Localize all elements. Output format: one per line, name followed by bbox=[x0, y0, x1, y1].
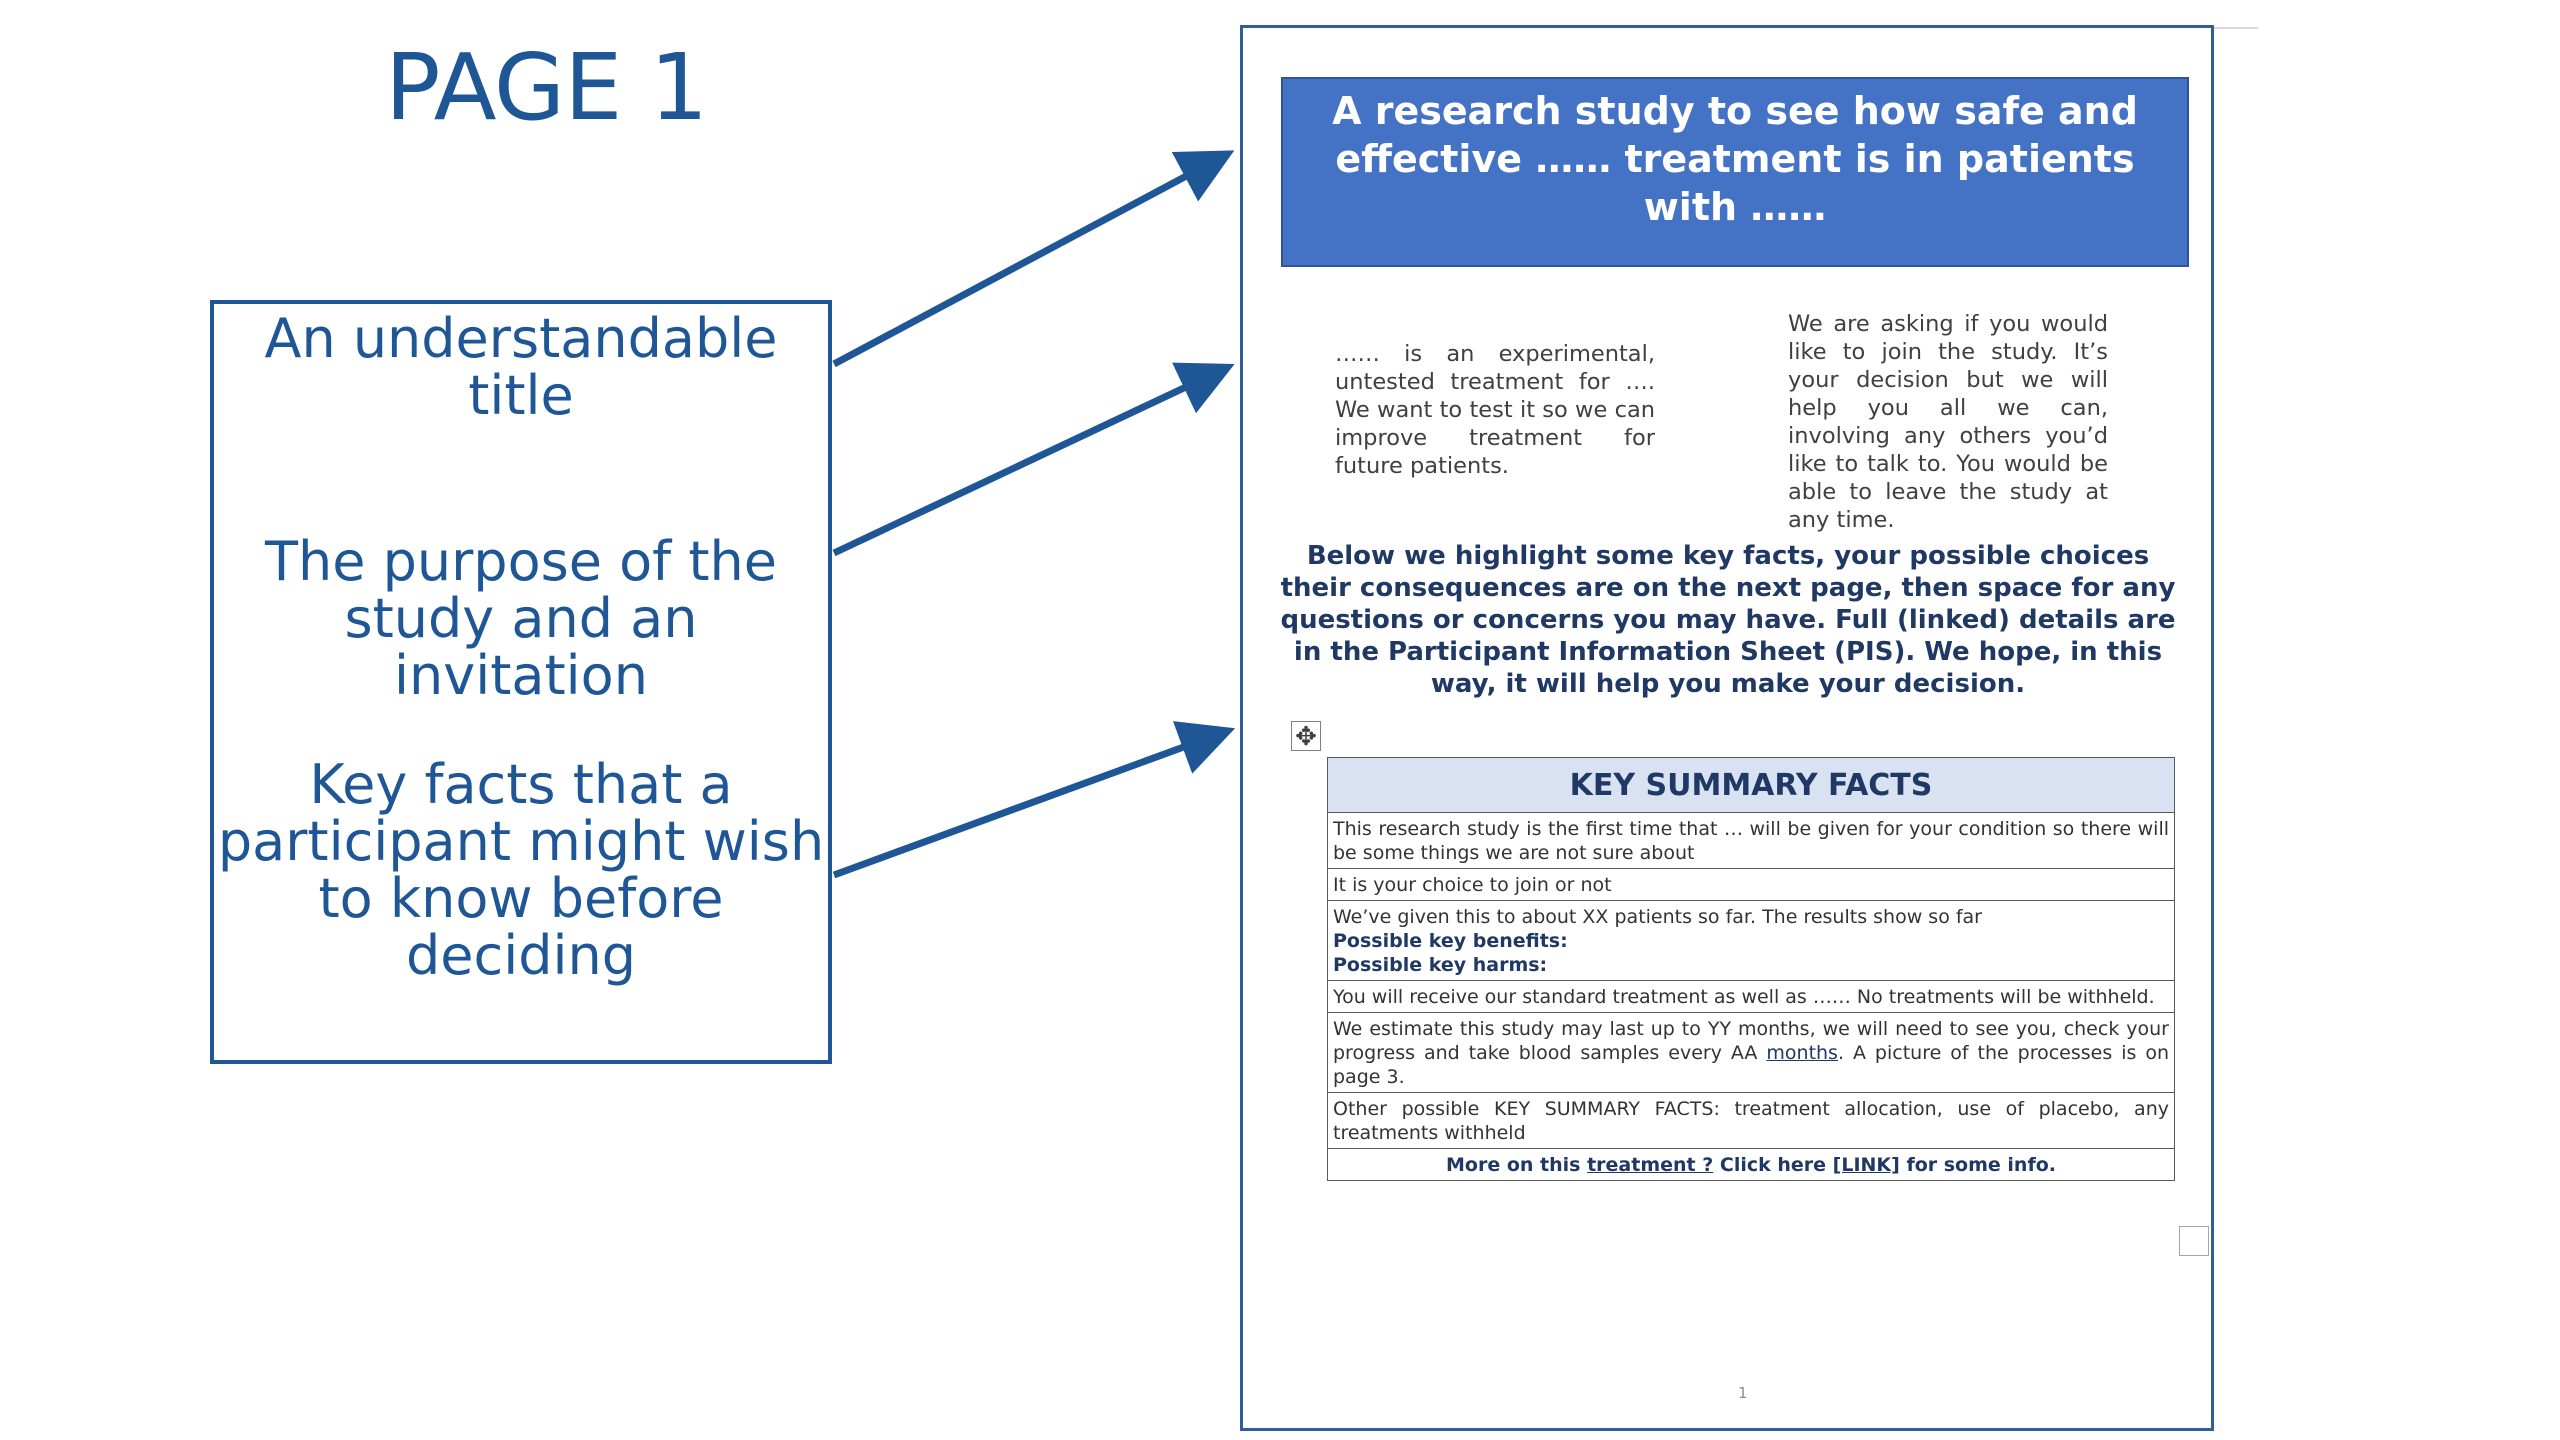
key-benefits-label: Possible key benefits: bbox=[1333, 930, 1568, 952]
table-row bbox=[1328, 813, 2175, 869]
table-cell-other-facts: Other possible KEY SUMMARY FACTS: treatment allocation, use of placebo, any treatments withheld bbox=[1328, 1093, 2175, 1149]
months-link[interactable]: months bbox=[1766, 1042, 1838, 1064]
table-cell-first-time: This research study is the first time that … will be given for your condition so there will be some things we are not sure about bbox=[1328, 813, 2175, 869]
table-row bbox=[1328, 869, 2175, 901]
duration-text: We estimate this study may last up to YY months, we will need to see you, check your progress and take blood samples every AA bbox=[1333, 1018, 2169, 1064]
slide-title: PAGE 1 bbox=[385, 34, 708, 141]
key-summary-facts-table bbox=[1327, 757, 2175, 1181]
move-icon[interactable]: ✥ bbox=[1291, 721, 1321, 751]
table-row bbox=[1328, 981, 2175, 1013]
table-header: KEY SUMMARY FACTS bbox=[1328, 758, 2175, 813]
more-info-click-text: Click here bbox=[1713, 1154, 1833, 1176]
table-cell-results bbox=[1328, 901, 2175, 981]
table-cell-choice: It is your choice to join or not bbox=[1328, 869, 2175, 901]
treatment-link[interactable]: treatment ? bbox=[1587, 1154, 1714, 1176]
arrow-to-title bbox=[834, 157, 1222, 364]
document-title-banner: A research study to see how safe and effective …… treatment is in patients with …… bbox=[1281, 77, 2189, 267]
duration-text-end: . A picture of the processes is on page 3. bbox=[1333, 1042, 2169, 1088]
arrow-to-key-facts bbox=[834, 733, 1222, 875]
table-cell-standard-treatment: You will receive our standard treatment as well as …… No treatments will be withheld. bbox=[1328, 981, 2175, 1013]
callout-understandable-title: An understandable title bbox=[264, 307, 778, 427]
callout-purpose-invitation: The purpose of the study and an invitation bbox=[265, 530, 777, 707]
callout-key-facts: Key facts that a participant might wish to know before deciding bbox=[217, 753, 825, 987]
table-cell-duration bbox=[1328, 1013, 2175, 1093]
table-resize-handle[interactable] bbox=[2179, 1226, 2209, 1256]
table-row bbox=[1328, 1149, 2175, 1181]
callout-box bbox=[210, 300, 832, 1064]
page-number: 1 bbox=[1738, 1384, 1748, 1402]
intro-invitation-text: We are asking if you would like to join the study. It’s your decision but we will help you all we can, involving any others you’d like to talk to. You would be able to leave the study at any time. bbox=[1788, 311, 2108, 533]
highlight-paragraph: Below we highlight some key facts, your possible choices their consequences are on the next page, then space for any questions or concerns you may have. Full (linked) details are in the Participant Information Sheet (PIS). We hope, in this way, it will help you make your decision. bbox=[1280, 541, 2176, 699]
table-row bbox=[1328, 901, 2175, 981]
table-cell-more-info bbox=[1328, 1149, 2175, 1181]
document-edge-line bbox=[2214, 27, 2258, 29]
table-row bbox=[1328, 1093, 2175, 1149]
info-link[interactable]: [LINK] bbox=[1832, 1154, 1900, 1176]
key-harms-label: Possible key harms: bbox=[1333, 954, 1548, 976]
more-info-text-end: for some info. bbox=[1899, 1154, 2056, 1176]
more-info-text: More on this bbox=[1446, 1154, 1588, 1176]
intro-purpose-text: …… is an experimental, untested treatment for …. We want to test it so we can improve treatment for future patients. bbox=[1335, 341, 1655, 479]
results-text: We’ve given this to about XX patients so far. The results show so far bbox=[1333, 906, 1982, 928]
table-row bbox=[1328, 1013, 2175, 1093]
arrow-to-intro bbox=[834, 370, 1222, 553]
